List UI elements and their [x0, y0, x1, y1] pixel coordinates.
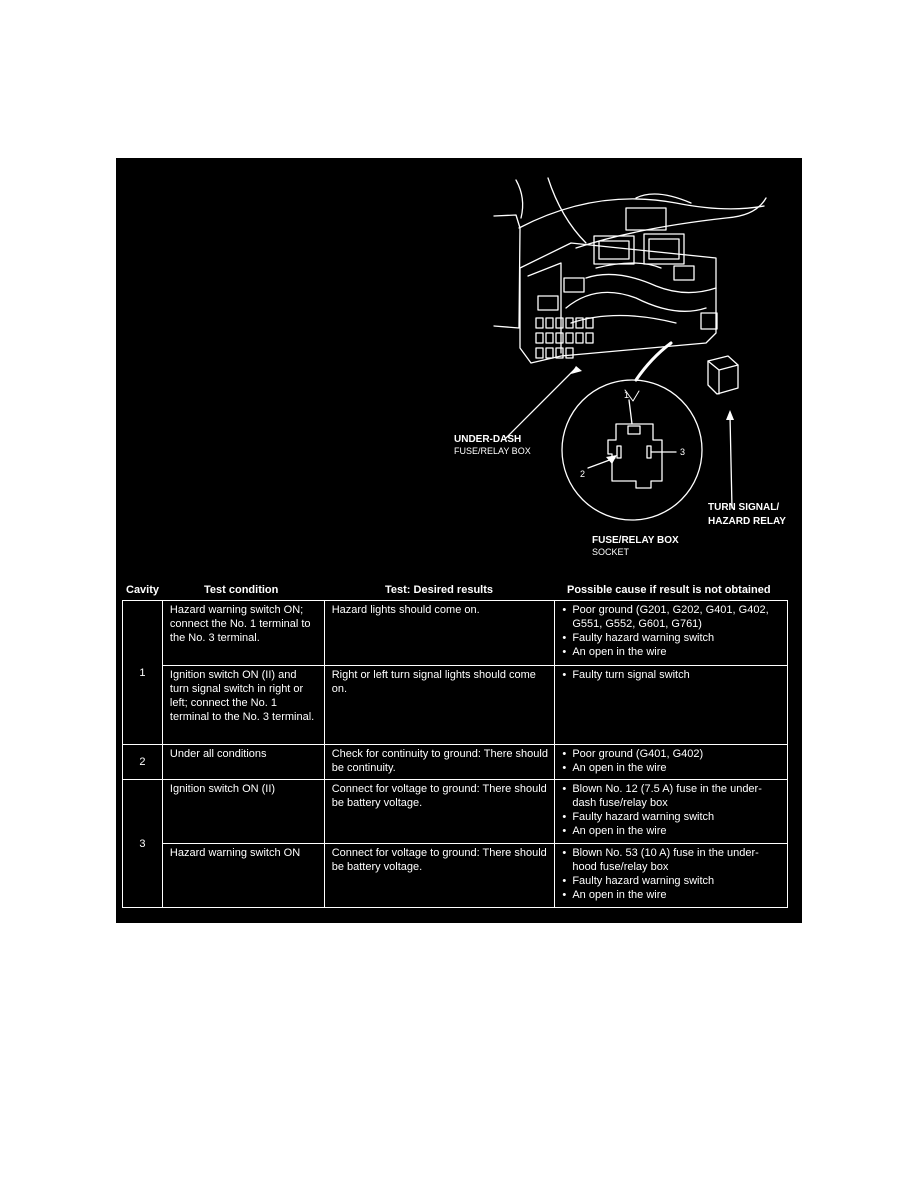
socket-label-line1: FUSE/RELAY BOX [592, 535, 679, 546]
relay-label-line2: HAZARD RELAY [708, 516, 786, 527]
header-test-condition: Test condition [204, 584, 279, 596]
cause-item: • Faulty turn signal switch [562, 668, 781, 682]
fuse-box-illustration [116, 158, 802, 578]
under-dash-label-line1: UNDER-DASH [454, 434, 522, 445]
table-row [123, 601, 788, 666]
condition-cell: Ignition switch ON (II) [162, 780, 324, 844]
causes-cell [555, 780, 788, 844]
cause-item: • Faulty hazard warning switch [562, 810, 781, 824]
cause-item: • An open in the wire [562, 824, 781, 838]
causes-cell [555, 601, 788, 666]
cause-item: • Blown No. 53 (10 A) fuse in the under-hood fuse/relay box [562, 846, 781, 874]
causes-cell [555, 745, 788, 780]
pin-2-label: 2 [580, 469, 586, 479]
table-header-row [116, 584, 802, 600]
cause-item: • An open in the wire [562, 761, 781, 775]
header-cavity: Cavity [126, 584, 160, 596]
cause-item: • An open in the wire [562, 645, 781, 659]
table-row [123, 666, 788, 745]
result-cell: Connect for voltage to ground: There should be battery voltage. [324, 844, 555, 908]
test-table [122, 600, 788, 908]
condition-cell: Ignition switch ON (II) and turn signal switch in right or left; connect the No. 1 terminal to the No. 3 terminal. [162, 666, 324, 745]
header-possible-cause: Possible cause if result is not obtained [567, 584, 771, 596]
pin-3-label: 3 [680, 447, 686, 457]
cause-item: • Blown No. 12 (7.5 A) fuse in the under-dash fuse/relay box [562, 782, 781, 810]
condition-cell: Hazard warning switch ON [162, 844, 324, 908]
causes-cell [555, 666, 788, 745]
condition-cell: Hazard warning switch ON; connect the No. 1 terminal to the No. 3 terminal. [162, 601, 324, 666]
socket-label-line2: SOCKET [592, 547, 630, 557]
condition-cell: Under all conditions [162, 745, 324, 780]
table-row [123, 844, 788, 908]
causes-cell [555, 844, 788, 908]
cause-item: • Faulty hazard warning switch [562, 874, 781, 888]
cause-item: • Poor ground (G201, G202, G401, G402, G551, G552, G601, G761) [562, 603, 781, 631]
under-dash-label-line2: FUSE/RELAY BOX [454, 446, 531, 456]
result-cell: Check for continuity to ground: There should be continuity. [324, 745, 555, 780]
relay-label-line1: TURN SIGNAL/ [708, 502, 780, 513]
diagram-panel [116, 158, 802, 923]
result-cell: Right or left turn signal lights should come on. [324, 666, 555, 745]
result-cell: Connect for voltage to ground: There should be battery voltage. [324, 780, 555, 844]
header-desired-results: Test: Desired results [385, 584, 494, 596]
cavity-cell: 2 [123, 745, 163, 780]
cause-item: • Poor ground (G401, G402) [562, 747, 781, 761]
cavity-cell: 3 [123, 780, 163, 908]
cause-item: • Faulty hazard warning switch [562, 631, 781, 645]
cavity-cell: 1 [123, 601, 163, 745]
result-cell: Hazard lights should come on. [324, 601, 555, 666]
table-row [123, 745, 788, 780]
cause-item: • An open in the wire [562, 888, 781, 902]
table-row [123, 780, 788, 844]
pin-1-label: 1 [624, 390, 630, 400]
